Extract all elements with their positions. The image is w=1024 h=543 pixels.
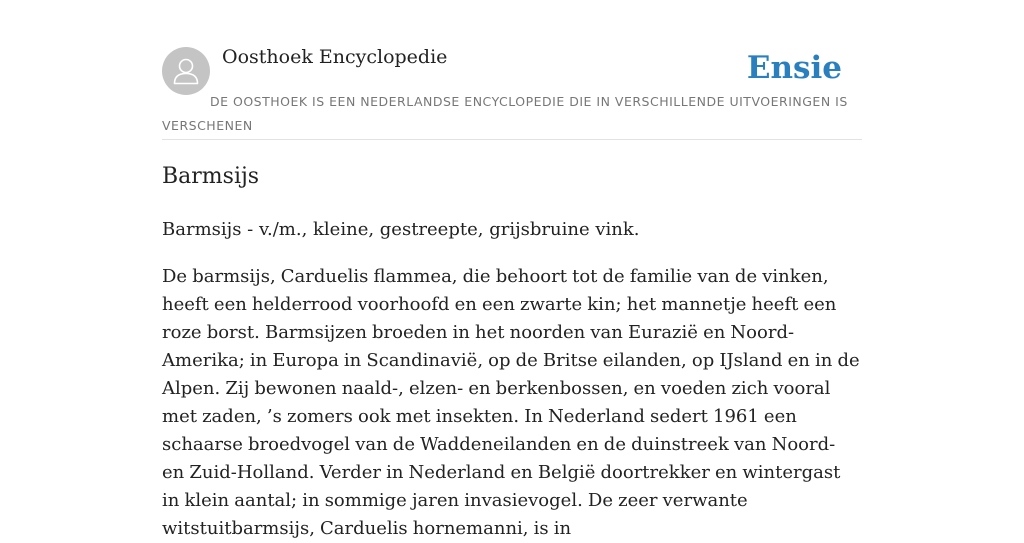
article-body: De barmsijs, Carduelis flammea, die behoort tot de familie van de vinken, heeft een helderrood voorhoofd en een zwarte kin; het mannetje heeft een roze borst. Barmsijzen broeden in het noorden van Eurazië en Noord-Amerika; in Europa in Scandinavië, op de Britse eilanden, op IJsland en in de Alpen. Zij bewonen naald-, elzen- en berkenbossen, en voeden zich vooral met zaden, ’s zomers ook met insekten. In Nederland sedert 1961 een schaarse broedvogel van de Waddeneilanden en de duinstreek van Noord- en Zuid-Holland. Verder in Nederland en België doortrekker en wintergast in klein aantal; in sommige jaren invasievogel. De zeer verwante witstuitbarmsijs, Carduelis hornemanni, is in — [162, 266, 860, 539]
user-silhouette-icon — [162, 47, 210, 95]
article-definition: Barmsijs - v./m., kleine, gestreepte, grijsbruine vink. — [162, 219, 640, 240]
article-title: Barmsijs — [162, 164, 260, 189]
brand-logo[interactable]: Ensie — [746, 50, 842, 86]
article-header — [162, 0, 862, 140]
content-column — [162, 0, 862, 539]
author-tagline: DE OOSTHOEK IS EEN NEDERLANDSE ENCYCLOPEDIE DIE IN VERSCHILLENDE UITVOERINGEN IS VERSCHENEN — [162, 94, 848, 133]
author-name-link[interactable]: Oosthoek Encyclopedie — [222, 46, 448, 68]
avatar[interactable] — [162, 47, 210, 95]
